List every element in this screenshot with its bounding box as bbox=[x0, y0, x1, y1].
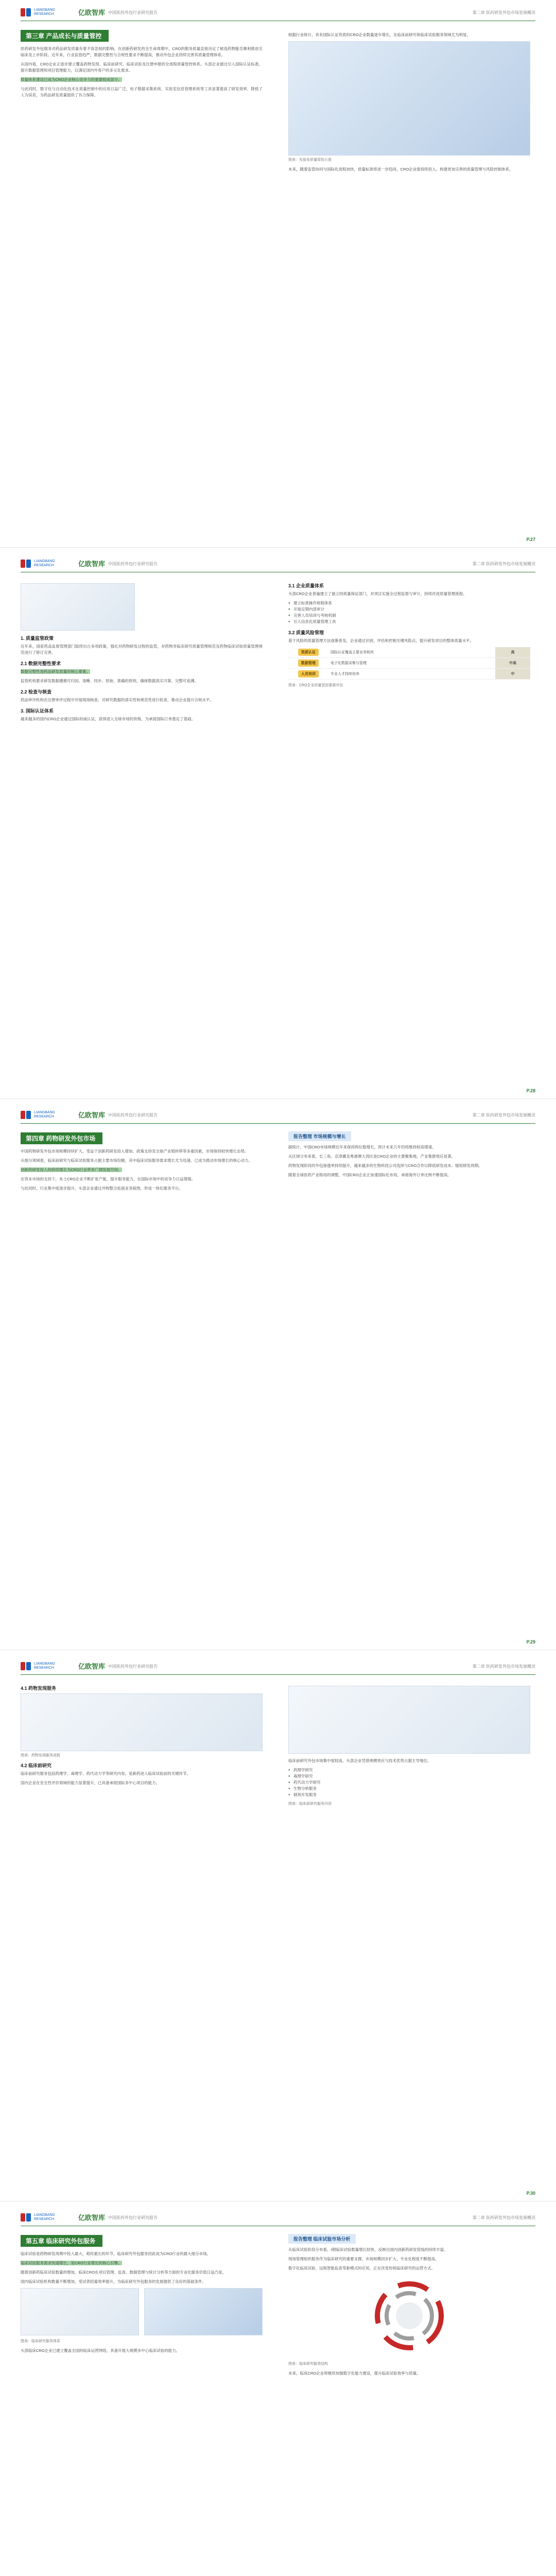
paragraph: 从临床试验阶段分布看，I期临床试验数量增长较快，反映出国内创新药研发管线的持续丰富。 bbox=[288, 2247, 448, 2252]
logo-icon bbox=[21, 560, 32, 568]
chapter-title: 第二章 医药研发外包市场发展概况 bbox=[472, 1664, 535, 1669]
paragraph: 未来，临床CRO企业将继续加强数字化能力建设，提升临床试验效率与质量。 bbox=[288, 2371, 421, 2376]
highlight-text: 数据完整性是药品研发质量的核心要素。 bbox=[21, 669, 90, 674]
section-title: 第四章 药物研发外包市场 bbox=[21, 1132, 102, 1144]
figure-caption: 图表：实验室质量管控示意 bbox=[288, 158, 332, 162]
page-header bbox=[21, 1110, 535, 1124]
paragraph: 国内企业在安全性评价领域的能力显著提升，已具备承接国际多中心项目的能力。 bbox=[21, 1781, 160, 1785]
table-cell: 高 bbox=[495, 647, 530, 658]
paragraph: 医药研发外包服务对药品研发质量有着不容忽视的影响。在创新药研发的全生命周期中，CRO的服务质量直接决定了候选药物能否顺利推进至临床及上市阶段。近年来，行业监管趋严，数据完整性与合规性要求不断提高，推动外包企业持续完善其质量管理体系。 bbox=[21, 46, 263, 57]
logo-icon bbox=[21, 8, 32, 16]
bullet-list bbox=[288, 1767, 530, 1798]
figure-caption: 图表：临床研究服务体系 bbox=[21, 2340, 60, 2343]
paragraph: 临床前研究服务包括药理学、毒理学、药代动力学等研究内容，是新药进入临床试验前的关键环节。 bbox=[21, 1771, 190, 1776]
list-item: ● 开展定期内部审计 bbox=[288, 606, 530, 613]
highlight-text: 质量体系建设已成为CRO企业核心竞争力的重要组成部分。 bbox=[21, 77, 122, 82]
table-cell: 中高 bbox=[495, 658, 530, 669]
table-cell: 国际认证覆盖主要业务板块 bbox=[328, 647, 495, 658]
list-item: ● 引入信息化质量管理工具 bbox=[288, 619, 530, 625]
document-image bbox=[288, 1686, 530, 1754]
chapter-title: 第二章 医药研发外包市场发展概况 bbox=[472, 1113, 535, 1117]
paragraph: 国内临床试验机构数量不断增加，受试者招募效率提升，为临床研究外包服务的发展提供了良好的基础条件。 bbox=[21, 2279, 206, 2284]
table-cell: 电子化数据采集与管理 bbox=[328, 658, 495, 669]
page-number: P.27 bbox=[526, 537, 535, 542]
paragraph: 与此同时，数字化与自动化技术在质量控制中的应用日益广泛，电子数据采集系统、实验室信息管理系统等工具显著提高了研发效率，降低了人为误差，为药品研发质量提供了有力保障。 bbox=[21, 87, 263, 97]
section-title: 第三章 产品成长与质量管控 bbox=[21, 30, 109, 42]
report-subtitle: 中国医药外包行业研究报告 bbox=[108, 562, 158, 566]
report-subtitle: 中国医药外包行业研究报告 bbox=[108, 10, 158, 15]
paragraph: 药品审评机构在注册审评过程中开展现场核查，对研究数据的真实性和规范性进行检查，推动企业提升合规水平。 bbox=[21, 698, 214, 702]
paragraph: 临床试验是药物研发周期中投入最大、耗时最长的环节，临床研究外包服务因此成为CRO行业的最大细分市场。 bbox=[21, 2251, 211, 2256]
paragraph: 从区域分布来看，长三角、京津冀及粤港澳大湾区是CRO企业的主要聚集地，产业集群效应显著。 bbox=[288, 1154, 456, 1159]
badge: 数据管理 bbox=[298, 659, 319, 667]
logo-text: LIANGBANG RESEARCH bbox=[34, 2213, 55, 2221]
paragraph: 越来越多的国内CRO企业通过国际权威认证，获得进入全球市场的资格，为承接国际订单奠定了基础。 bbox=[21, 717, 196, 721]
paragraph: 头部临床CRO企业已建立覆盖全国的临床运营网络，具备开展大规模多中心临床试验的能力。 bbox=[21, 2348, 180, 2353]
paragraph: 在资本市场的支持下，本土CRO企业不断扩张产能，提升服务能力，在国际市场中的竞争力日益增强。 bbox=[21, 1177, 196, 1181]
list-item: ● 建立标准操作规程体系 bbox=[288, 600, 530, 606]
brand-name: 亿欧智库 bbox=[78, 1111, 106, 1119]
figure-caption: 图表：临床研究服务结构 bbox=[288, 2362, 328, 2366]
brand-name: 亿欧智库 bbox=[78, 560, 106, 568]
table-cell: 中 bbox=[495, 669, 530, 680]
paragraph: 头部CRO企业普遍建立了独立的质量保证部门，对项目实施全过程监督与审计，持续改进质量管理流程。 bbox=[288, 591, 467, 596]
report-subtitle: 中国医药外包行业研究报告 bbox=[108, 1113, 158, 1117]
paragraph: 与此同时，行业集中度逐步提升，头部企业通过并购整合拓展业务版图，形成一体化服务平台。 bbox=[21, 1186, 183, 1191]
brand-name: 亿欧智库 bbox=[78, 2214, 106, 2222]
process-diagram bbox=[21, 1693, 263, 1751]
section-tag: 报告整理 市场规模与增长 bbox=[288, 1131, 351, 1141]
page-number: P.28 bbox=[526, 1088, 535, 1093]
list-item: ● 完善人员培训与考核机制 bbox=[288, 613, 530, 619]
highlight-text: 临床试验服务需求快速增长，是CRO行业增长的核心引擎。 bbox=[21, 2261, 122, 2265]
paragraph: 现场管理组织服务作为临床研究的重要支撑，市场规模同步扩大，专业化程度不断提高。 bbox=[288, 2257, 439, 2261]
service-diagram bbox=[21, 2288, 139, 2335]
report-subtitle: 中国医药外包行业研究报告 bbox=[108, 2215, 158, 2220]
service-photo bbox=[144, 2288, 263, 2335]
logo-text: LIANGBANG RESEARCH bbox=[34, 1662, 55, 1670]
section-title: 第五章 临床研究外包服务 bbox=[21, 2235, 102, 2247]
paragraph: 监管机构要求研发数据遵循可归因、清晰、同步、原始、准确的原则，确保数据真实可靠、完整可追溯。 bbox=[21, 679, 198, 683]
subsection-title: 3.2 质量风险管理 bbox=[288, 630, 324, 635]
subsection-title: 2.2 检查与核查 bbox=[21, 689, 52, 694]
subsection-title: 2.1 数据完整性要求 bbox=[21, 661, 61, 666]
report-page bbox=[0, 551, 556, 1099]
paragraph: 基于风险的质量管理方法逐渐普及，企业通过识别、评估和控制关键风险点，提升研发项目的整体质量水平。 bbox=[288, 638, 474, 643]
badge: 资质认证 bbox=[298, 649, 319, 656]
logo-icon bbox=[21, 1111, 32, 1119]
list-item: ● 药理学研究 bbox=[288, 1767, 530, 1773]
badge: 人员培训 bbox=[298, 670, 319, 677]
subsection-title: 4.2 临床前研究 bbox=[21, 1763, 52, 1768]
paragraph: 根据行业统计，具有国际认证资质的CRO企业数量逐年增长，在临床前研究和临床试验服务领域尤为明显。 bbox=[288, 32, 471, 37]
page-header bbox=[21, 558, 535, 572]
report-page bbox=[0, 1654, 556, 2201]
chapter-title: 第二章 医药研发外包市场发展概况 bbox=[472, 10, 535, 15]
table-row bbox=[288, 669, 530, 680]
logo-text: LIANGBANG RESEARCH bbox=[34, 560, 55, 567]
list-item: ● 生物分析服务 bbox=[288, 1786, 530, 1792]
paragraph: 中国药物研发外包市场规模持续扩大，受益于创新药研发投入增加、政策支持及全球产业链转移等多重因素，市场保持较快增长态势。 bbox=[21, 1149, 249, 1154]
paragraph: 未来，随着监管协同与国际化进程加快，质量标准将进一步趋同，CRO企业需持续投入，构建更加完善的质量管理与风险控制体系。 bbox=[288, 167, 513, 172]
page-header bbox=[21, 7, 535, 21]
subsection-title: 3. 国际认证体系 bbox=[21, 708, 54, 714]
page-header bbox=[21, 2212, 535, 2226]
evaluation-table bbox=[288, 647, 530, 680]
brand-name: 亿欧智库 bbox=[78, 1663, 106, 1670]
researcher-photo bbox=[21, 583, 135, 631]
logo-icon bbox=[21, 1662, 32, 1670]
logo-text: LIANGBANG RESEARCH bbox=[34, 1111, 55, 1118]
paragraph: 随着创新药临床试验数量的增加，临床CRO在项目管理、监查、数据管理与统计分析等方面的专业化服务价值日益凸显。 bbox=[21, 2270, 227, 2275]
paragraph: 从细分领域看，临床前研究与临床试验服务占据主要市场份额，其中临床试验服务需求增长尤为迅速，已成为推动市场增长的核心动力。 bbox=[21, 1158, 252, 1163]
section-tag: 报告整理 临床试验市场分析 bbox=[288, 2234, 356, 2244]
circular-diagram bbox=[288, 2275, 530, 2357]
bullet-list bbox=[288, 600, 530, 625]
figure-caption: 图表：药物发现服务流程 bbox=[21, 1754, 60, 1757]
paragraph: 随着全球医药产业格局的调整，中国CRO企业正加速国际化布局，承接海外订单比例不断提高。 bbox=[288, 1173, 451, 1177]
report-page bbox=[0, 1103, 556, 1650]
page-header bbox=[21, 1661, 535, 1675]
paragraph: 据统计，中国CRO市场规模近年来保持两位数增长，预计未来几年仍将维持较高增速。 bbox=[288, 1145, 436, 1149]
chapter-title: 第二章 医药研发外包市场发展概况 bbox=[472, 562, 535, 566]
list-item: ● 毒理学研究 bbox=[288, 1773, 530, 1780]
list-item: ● 制剂开发服务 bbox=[288, 1792, 530, 1798]
logo-icon bbox=[21, 2213, 32, 2222]
paragraph: 临床前研究外包市场集中度较高，头部企业凭借规模效应与技术优势占据主导地位。 bbox=[288, 1758, 431, 1763]
report-subtitle: 中国医药外包行业研究报告 bbox=[108, 1664, 158, 1669]
table-cell: 专业人才持续培养 bbox=[328, 669, 495, 680]
page-number: P.30 bbox=[526, 2191, 535, 2196]
highlight-text: 创新药研发投入的持续增长为CRO行业带来广阔发展空间。 bbox=[21, 1167, 122, 1172]
figure-caption: 图表：临床前研究服务内容 bbox=[288, 1802, 332, 1806]
paragraph: 近年来，国家药品监督管理部门陆续出台多项政策，强化对药物研发过程的监管，对药物非临床研究质量管理规范及药物临床试验质量管理规范进行了修订完善。 bbox=[21, 644, 263, 655]
paragraph: 从国内看，CRO企业正逐步建立覆盖药物发现、临床前研究、临床试验及注册申报的全流程质量管控体系。头部企业通过引入国际认证标准，提升数据管理和项目管理能力，以满足国内外客户的多元化需求。 bbox=[21, 62, 263, 73]
page-number: P.29 bbox=[526, 1639, 535, 1645]
paragraph: 数字化临床试验、远程智能监查等新模式的应用，正在改变传统临床研究的运营方式。 bbox=[288, 2266, 435, 2270]
report-page bbox=[0, 0, 556, 548]
paragraph: 药物发现阶段的外包渗透率持续提升，越来越多的生物科技公司选择与CRO合作以降低研发成本、缩短研发周期。 bbox=[288, 1163, 482, 1168]
subsection-title: 1. 质量监管政策 bbox=[21, 636, 54, 641]
table-row bbox=[288, 647, 530, 658]
report-page bbox=[0, 2205, 556, 2576]
chapter-title: 第二章 医药研发外包市场发展概况 bbox=[472, 2215, 535, 2220]
subsection-title: 4.1 药物发现服务 bbox=[21, 1686, 57, 1691]
subsection-title: 3.1 企业质量体系 bbox=[288, 583, 324, 588]
table-row bbox=[288, 658, 530, 669]
brand-name: 亿欧智库 bbox=[78, 9, 106, 16]
figure-caption: 图表：CRO企业质量管控要素评估 bbox=[288, 684, 343, 687]
lab-photo bbox=[288, 41, 530, 156]
logo-text: LIANGBANG RESEARCH bbox=[34, 8, 55, 16]
list-item: ● 药代动力学研究 bbox=[288, 1780, 530, 1786]
